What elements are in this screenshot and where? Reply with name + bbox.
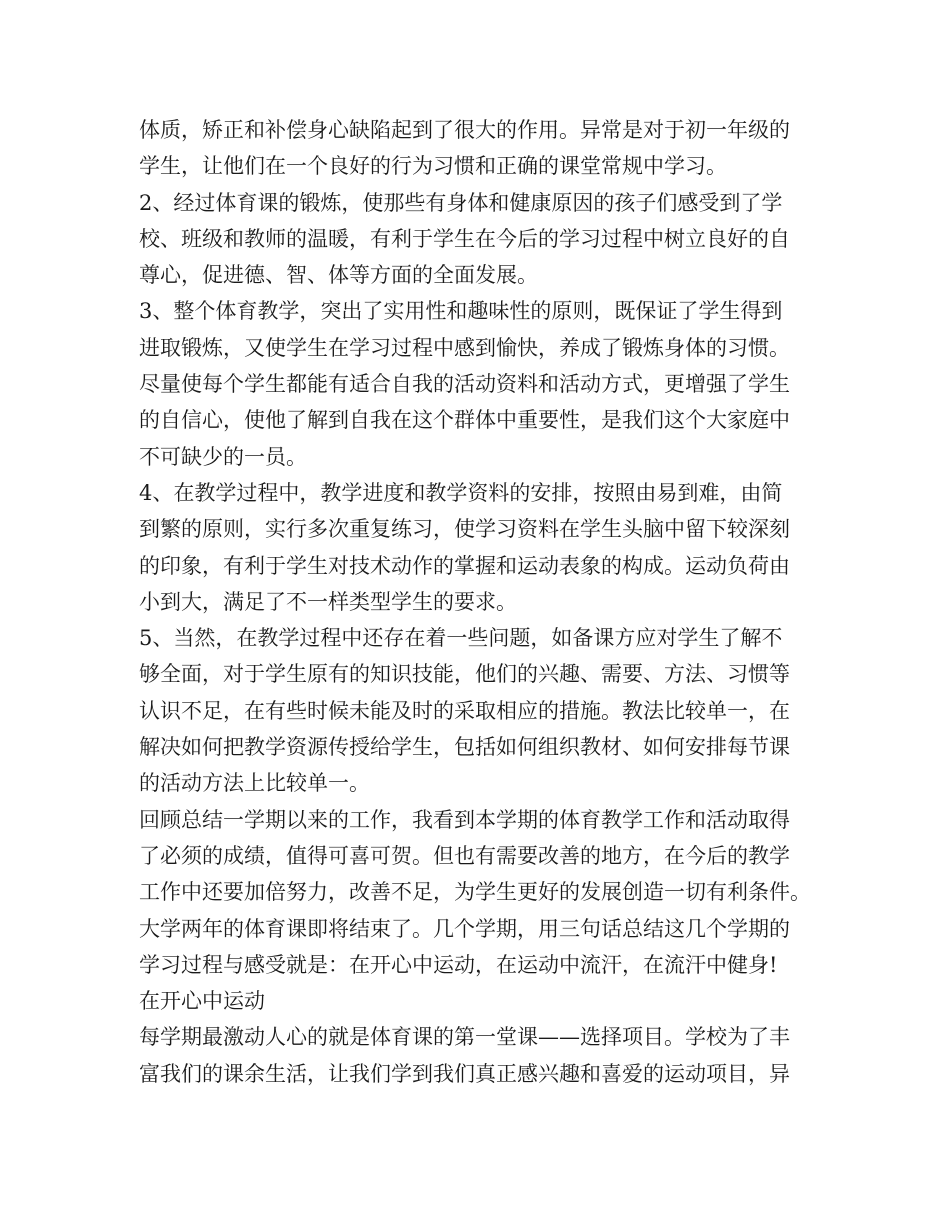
text-line: 到繁的原则，实行多次重复练习，使学习资料在学生头脑中留下较深刻 — [139, 517, 790, 542]
text-line: 富我们的课余生活，让我们学到我们真正感兴趣和喜爱的运动项目，异 — [139, 1061, 790, 1086]
text-line: 的印象，有利于学生对技术动作的掌握和运动表象的构成。运动负荷由 — [139, 553, 790, 578]
text-line: 了必须的成绩，值得可喜可贺。但也有需要改善的地方，在今后的教学 — [139, 843, 790, 868]
text-line: 大学两年的体育课即将结束了。几个学期，用三句话总结这几个学期的 — [139, 916, 790, 941]
text-line: 尊心，促进德、智、体等方面的全面发展。 — [139, 263, 538, 288]
text-line: 尽量使每个学生都能有适合自我的活动资料和活动方式，更增强了学生 — [139, 372, 790, 397]
text-line: 在开心中运动 — [139, 989, 265, 1014]
text-line: 够全面，对于学生原有的知识技能，他们的兴趣、需要、方法、习惯等 — [139, 662, 790, 687]
text-line: 4、在教学过程中，教学进度和教学资料的安排，按照由易到难，由简 — [139, 480, 783, 505]
text-line: 的自信心，使他了解到自我在这个群体中重要性，是我们这个大家庭中 — [139, 408, 790, 433]
text-line: 小到大，满足了不一样类型学生的要求。 — [139, 589, 517, 614]
text-line: 解决如何把教学资源传授给学生，包括如何组织教材、如何安排每节课 — [139, 735, 790, 760]
text-line: 体质，矫正和补偿身心缺陷起到了很大的作用。异常是对于初一年级的 — [139, 118, 790, 142]
text-line: 进取锻炼，又使学生在学习过程中感到愉快，养成了锻炼身体的习惯。 — [139, 335, 790, 360]
text-line: 的活动方法上比较单一。 — [139, 771, 370, 796]
text-line: 校、班级和教师的温暖，有利于学生在今后的学习过程中树立良好的自 — [139, 226, 790, 251]
text-line: 5、当然，在教学过程中还存在着一些问题，如备课方应对学生了解不 — [139, 626, 783, 651]
text-line: 学生，让他们在一个良好的行为习惯和正确的课堂常规中学习。 — [139, 154, 727, 179]
text-line: 学习过程与感受就是：在开心中运动，在运动中流汗，在流汗中健身! — [139, 952, 778, 977]
text-line: 工作中还要加倍努力，改善不足，为学生更好的发展创造一切有利条件。 — [139, 880, 811, 905]
text-line: 认识不足，在有些时候未能及时的采取相应的措施。教法比较单一，在 — [139, 698, 790, 723]
text-line: 3、整个体育教学，突出了实用性和趣味性的原则，既保证了学生得到 — [139, 299, 783, 324]
text-line: 每学期最激动人心的就是体育课的第一堂课——选择项目。学校为了丰 — [139, 1025, 790, 1050]
text-line: 2、经过体育课的锻炼，使那些有身体和健康原因的孩子们感受到了学 — [139, 190, 783, 215]
text-line: 不可缺少的一员。 — [139, 444, 307, 469]
text-line: 回顾总结一学期以来的工作，我看到本学期的体育教学工作和活动取得 — [139, 807, 790, 832]
document-body — [139, 112, 819, 1092]
